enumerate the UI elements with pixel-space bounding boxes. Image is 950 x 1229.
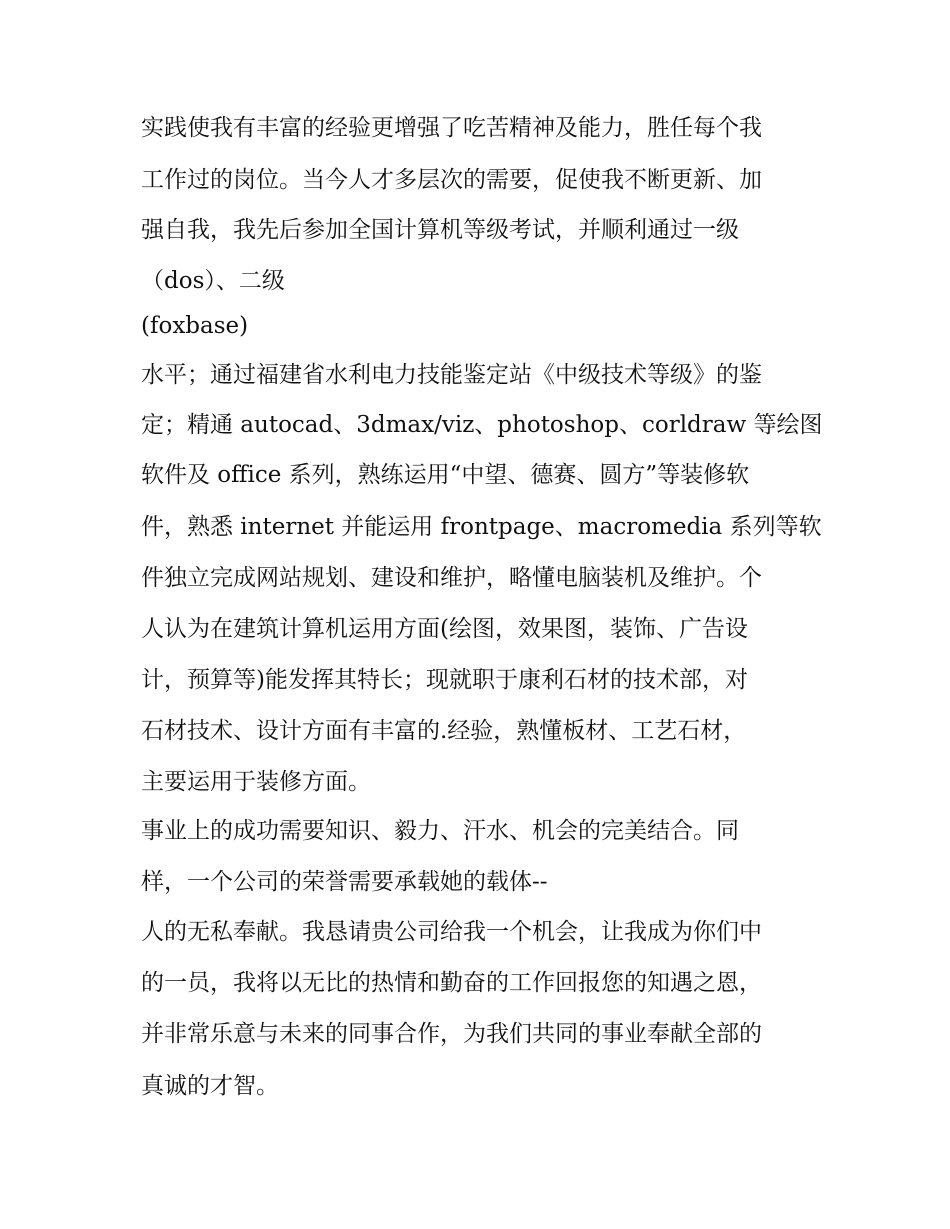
text-line: 样，一个公司的荣誉需要承载她的载体-- <box>141 869 548 895</box>
text-line: 人的无私奉献。我恳请贵公司给我一个机会，让我成为你们中 <box>141 919 762 945</box>
text-line: 的一员，我将以无比的热情和勤奋的工作回报您的知遇之恩， <box>141 970 762 996</box>
text-line: 工作过的岗位。当今人才多层次的需要，促使我不断更新、加 <box>141 167 762 193</box>
text-line: （dos）、二级 <box>141 268 285 294</box>
text-line: 实践使我有丰富的经验更增强了吃苦精神及能力，胜任每个我 <box>141 115 762 141</box>
text-line: 定；精通 autocad、3dmax/viz、photoshop、corldraw 等绘图 <box>141 412 823 438</box>
text-line: 水平；通过福建省水利电力技能鉴定站《中级技术等级》的鉴 <box>141 362 762 388</box>
text-line: 并非常乐意与未来的同事合作，为我们共同的事业奉献全部的 <box>141 1021 762 1047</box>
text-line: 人认为在建筑计算机运用方面(绘图，效果图，装饰、广告设 <box>141 616 748 642</box>
text-line: 石材技术、设计方面有丰富的.经验，熟懂板材、工艺石材， <box>141 718 747 744</box>
text-line: 计，预算等)能发挥其特长；现就职于康利石材的技术部，对 <box>141 667 748 693</box>
text-line: 真诚的才智。 <box>141 1073 279 1099</box>
text-line: 强自我，我先后参加全国计算机等级考试，并顺利通过一级 <box>141 217 739 243</box>
text-line: 件独立完成网站规划、建设和维护，略懂电脑装机及维护。个 <box>141 565 762 591</box>
text-line: 事业上的成功需要知识、毅力、汗水、机会的完美结合。同 <box>141 818 739 844</box>
text-line: 软件及 office 系列，熟练运用“中望、德赛、圆方”等装修软 <box>141 462 750 488</box>
text-line: 主要运用于装修方面。 <box>141 769 371 795</box>
text-line: (foxbase) <box>141 313 249 339</box>
text-line: 件，熟悉 internet 并能运用 frontpage、macromedia 系列等软 <box>141 514 822 540</box>
